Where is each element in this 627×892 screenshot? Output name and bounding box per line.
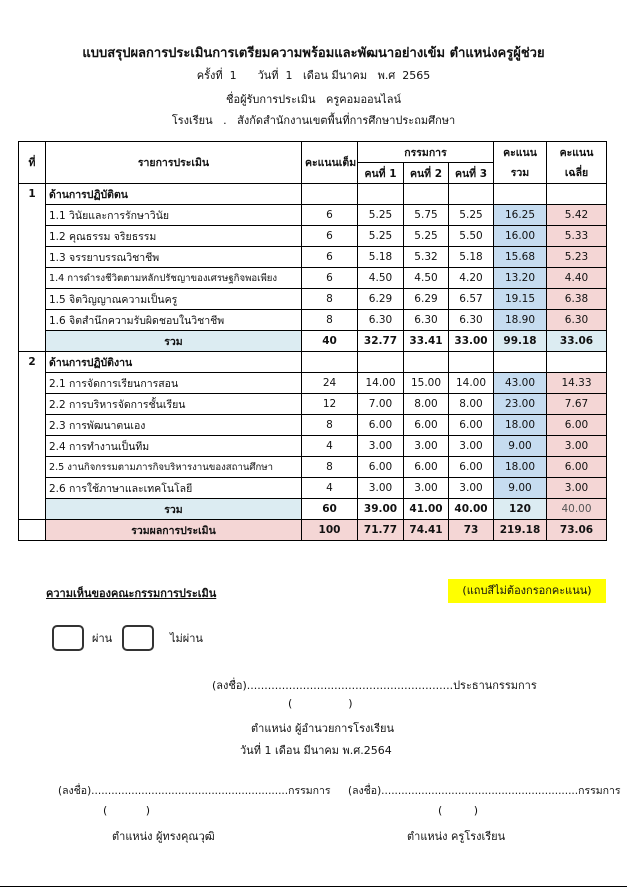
row-c1: 5.25 bbox=[358, 205, 404, 226]
grand-c1: 71.77 bbox=[358, 520, 404, 541]
section-no: 2 bbox=[19, 352, 46, 373]
row-c3: 6.00 bbox=[449, 415, 494, 436]
section-total-row bbox=[19, 499, 607, 520]
chair-date: วันที่ 1 เดือน มีนาคม พ.ศ.2564 bbox=[240, 744, 392, 757]
col-c1: คนที่ 1 bbox=[358, 163, 404, 184]
row-full: 6 bbox=[302, 247, 358, 268]
committee-left-signature-line: (ลงชื่อ)...........................................................กรรมการ bbox=[58, 785, 331, 797]
total-sum: 99.18 bbox=[494, 331, 547, 352]
row-sum: 19.15 bbox=[494, 289, 547, 310]
committee-right-position: ตำแหน่ง ครูโรงเรียน bbox=[407, 830, 506, 843]
row-c2: 5.25 bbox=[404, 226, 449, 247]
row-c2: 5.32 bbox=[404, 247, 449, 268]
row-c2: 6.29 bbox=[404, 289, 449, 310]
row-c2: 15.00 bbox=[404, 373, 449, 394]
col-score2: คะแนน bbox=[547, 142, 607, 163]
row-c1: 14.00 bbox=[358, 373, 404, 394]
row-c2: 6.30 bbox=[404, 310, 449, 331]
row-full: 12 bbox=[302, 394, 358, 415]
section-total-row bbox=[19, 331, 607, 352]
row-sum: 15.68 bbox=[494, 247, 547, 268]
row-avg: 3.00 bbox=[547, 478, 607, 499]
row-sum: 9.00 bbox=[494, 436, 547, 457]
row-avg: 6.30 bbox=[547, 310, 607, 331]
total-full: 60 bbox=[302, 499, 358, 520]
total-avg: 33.06 bbox=[547, 331, 607, 352]
table-row bbox=[19, 436, 607, 457]
color-note: (แถบสีไม่ต้องกรอกคะแนน) bbox=[448, 579, 606, 603]
chair-signature-line: (ลงชื่อ)...........................................................ประธานกรรมการ bbox=[212, 679, 537, 692]
row-c2: 6.00 bbox=[404, 457, 449, 478]
document-title: แบบสรุปผลการประเมินการเตรียมความพร้อมและพัฒนาอย่างเข้ม ตำแหน่งครูผู้ช่วย bbox=[82, 46, 545, 61]
row-c3: 6.00 bbox=[449, 457, 494, 478]
row-avg: 14.33 bbox=[547, 373, 607, 394]
row-item: 1.6 จิตสำนึกความรับผิดชอบในวิชาชีพ bbox=[46, 310, 302, 331]
total-c3: 40.00 bbox=[449, 499, 494, 520]
row-c2: 6.00 bbox=[404, 415, 449, 436]
row-c2: 8.00 bbox=[404, 394, 449, 415]
section-no: 1 bbox=[19, 184, 46, 205]
row-c3: 5.50 bbox=[449, 226, 494, 247]
row-c2: 3.00 bbox=[404, 478, 449, 499]
table-row bbox=[19, 247, 607, 268]
evaluation-table bbox=[18, 141, 607, 541]
row-sum: 9.00 bbox=[494, 478, 547, 499]
grand-c3: 73 bbox=[449, 520, 494, 541]
row-item: 1.5 จิตวิญญาณความเป็นครู bbox=[46, 289, 302, 310]
row-item: 2.2 การบริหารจัดการชั้นเรียน bbox=[46, 394, 302, 415]
row-sum: 16.25 bbox=[494, 205, 547, 226]
row-item: 2.3 การพัฒนาตนเอง bbox=[46, 415, 302, 436]
row-c3: 5.25 bbox=[449, 205, 494, 226]
section-title: ด้านการปฏิบัติงาน bbox=[46, 352, 302, 373]
row-full: 8 bbox=[302, 415, 358, 436]
table-row bbox=[19, 415, 607, 436]
row-full: 8 bbox=[302, 457, 358, 478]
row-item: 2.4 การทำงานเป็นทีม bbox=[46, 436, 302, 457]
col-no: ที่ bbox=[19, 142, 46, 184]
grand-sum: 219.18 bbox=[494, 520, 547, 541]
col-c3: คนที่ 3 bbox=[449, 163, 494, 184]
round-line: ครั้งที่ 1 วันที่ 1 เดือน มีนาคม พ.ศ 2565 bbox=[196, 69, 431, 82]
committee-right-paren: ( ) bbox=[438, 804, 479, 817]
row-sum: 43.00 bbox=[494, 373, 547, 394]
total-c2: 41.00 bbox=[404, 499, 449, 520]
table-row bbox=[19, 478, 607, 499]
row-full: 6 bbox=[302, 205, 358, 226]
total-label: รวม bbox=[46, 499, 302, 520]
table-row bbox=[19, 289, 607, 310]
section-header bbox=[19, 184, 607, 205]
row-c1: 3.00 bbox=[358, 436, 404, 457]
table-row bbox=[19, 394, 607, 415]
committee-right-signature-line: (ลงชื่อ)...........................................................กรรมการ bbox=[348, 785, 621, 797]
page-bottom-rule bbox=[0, 886, 627, 887]
table-row bbox=[19, 268, 607, 289]
fail-checkbox[interactable] bbox=[122, 625, 154, 651]
row-avg: 6.00 bbox=[547, 457, 607, 478]
fail-label: ไม่ผ่าน bbox=[170, 632, 203, 645]
committee-comment-heading: ความเห็นของคณะกรรมการประเมิน bbox=[46, 587, 217, 600]
col-score: คะแนน bbox=[494, 142, 547, 163]
grand-total-row bbox=[19, 520, 607, 541]
row-sum: 16.00 bbox=[494, 226, 547, 247]
row-c3: 4.20 bbox=[449, 268, 494, 289]
total-c1: 32.77 bbox=[358, 331, 404, 352]
section-title: ด้านการปฏิบัติตน bbox=[46, 184, 302, 205]
row-full: 8 bbox=[302, 310, 358, 331]
row-avg: 7.67 bbox=[547, 394, 607, 415]
school-line: โรงเรียน . สังกัดสำนักงานเขตพื้นที่การศึกษาประถมศึกษา bbox=[171, 114, 456, 127]
col-c2: คนที่ 2 bbox=[404, 163, 449, 184]
row-c2: 5.75 bbox=[404, 205, 449, 226]
table-row bbox=[19, 310, 607, 331]
row-avg: 6.00 bbox=[547, 415, 607, 436]
row-full: 6 bbox=[302, 268, 358, 289]
section-header bbox=[19, 352, 607, 373]
col-full: คะแนนเต็ม bbox=[302, 142, 358, 184]
col-sum: รวม bbox=[494, 163, 547, 184]
row-c1: 6.00 bbox=[358, 457, 404, 478]
row-c1: 6.29 bbox=[358, 289, 404, 310]
row-avg: 3.00 bbox=[547, 436, 607, 457]
chair-position: ตำแหน่ง ผู้อำนวยการโรงเรียน bbox=[251, 722, 394, 735]
total-sum: 120 bbox=[494, 499, 547, 520]
total-full: 40 bbox=[302, 331, 358, 352]
row-sum: 23.00 bbox=[494, 394, 547, 415]
row-c1: 5.25 bbox=[358, 226, 404, 247]
total-label: รวม bbox=[46, 331, 302, 352]
row-item: 2.5 งานกิจกรรมตามภารกิจบริหารงานของสถานศึกษา bbox=[46, 457, 302, 478]
row-avg: 4.40 bbox=[547, 268, 607, 289]
col-committee: กรรมการ bbox=[358, 142, 494, 163]
row-full: 24 bbox=[302, 373, 358, 394]
row-sum: 18.00 bbox=[494, 415, 547, 436]
row-c3: 6.57 bbox=[449, 289, 494, 310]
row-c1: 4.50 bbox=[358, 268, 404, 289]
row-c2: 3.00 bbox=[404, 436, 449, 457]
evaluee-line: ชื่อผู้รับการประเมิน ครูคอมออนไลน์ bbox=[226, 93, 401, 106]
row-full: 8 bbox=[302, 289, 358, 310]
committee-left-paren: ( ) bbox=[103, 804, 151, 817]
row-item: 2.1 การจัดการเรียนการสอน bbox=[46, 373, 302, 394]
row-sum: 18.00 bbox=[494, 457, 547, 478]
row-item: 1.4 การดำรงชีวิตตามหลักปรัชญาของเศรษฐกิจพอเพียง bbox=[46, 268, 302, 289]
row-c3: 14.00 bbox=[449, 373, 494, 394]
row-item: 1.3 จรรยาบรรณวิชาชีพ bbox=[46, 247, 302, 268]
row-full: 4 bbox=[302, 478, 358, 499]
row-full: 6 bbox=[302, 226, 358, 247]
committee-left-position: ตำแหน่ง ผู้ทรงคุณวุฒิ bbox=[112, 830, 215, 843]
table-row bbox=[19, 226, 607, 247]
row-item: 2.6 การใช้ภาษาและเทคโนโลยี bbox=[46, 478, 302, 499]
row-c1: 5.18 bbox=[358, 247, 404, 268]
row-c2: 4.50 bbox=[404, 268, 449, 289]
row-c1: 6.30 bbox=[358, 310, 404, 331]
col-item: รายการประเมิน bbox=[46, 142, 302, 184]
row-c3: 8.00 bbox=[449, 394, 494, 415]
row-sum: 18.90 bbox=[494, 310, 547, 331]
row-c3: 3.00 bbox=[449, 436, 494, 457]
row-item: 1.1 วินัยและการรักษาวินัย bbox=[46, 205, 302, 226]
total-c3: 33.00 bbox=[449, 331, 494, 352]
pass-checkbox[interactable] bbox=[52, 625, 84, 651]
grand-full: 100 bbox=[302, 520, 358, 541]
row-item: 1.2 คุณธรรม จริยธรรม bbox=[46, 226, 302, 247]
row-c3: 3.00 bbox=[449, 478, 494, 499]
table-row bbox=[19, 457, 607, 478]
row-avg: 5.42 bbox=[547, 205, 607, 226]
row-c1: 6.00 bbox=[358, 415, 404, 436]
grand-label: รวมผลการประเมิน bbox=[46, 520, 302, 541]
total-c1: 39.00 bbox=[358, 499, 404, 520]
table-row bbox=[19, 205, 607, 226]
row-full: 4 bbox=[302, 436, 358, 457]
table-row bbox=[19, 373, 607, 394]
row-c1: 3.00 bbox=[358, 478, 404, 499]
grand-avg: 73.06 bbox=[547, 520, 607, 541]
row-c1: 7.00 bbox=[358, 394, 404, 415]
col-avg: เฉลี่ย bbox=[547, 163, 607, 184]
pass-label: ผ่าน bbox=[92, 632, 113, 645]
grand-c2: 74.41 bbox=[404, 520, 449, 541]
total-avg: 40.00 bbox=[547, 499, 607, 520]
row-c3: 5.18 bbox=[449, 247, 494, 268]
row-avg: 6.38 bbox=[547, 289, 607, 310]
chair-name-paren: ( ) bbox=[288, 697, 353, 710]
row-sum: 13.20 bbox=[494, 268, 547, 289]
row-avg: 5.23 bbox=[547, 247, 607, 268]
row-c3: 6.30 bbox=[449, 310, 494, 331]
total-c2: 33.41 bbox=[404, 331, 449, 352]
row-avg: 5.33 bbox=[547, 226, 607, 247]
